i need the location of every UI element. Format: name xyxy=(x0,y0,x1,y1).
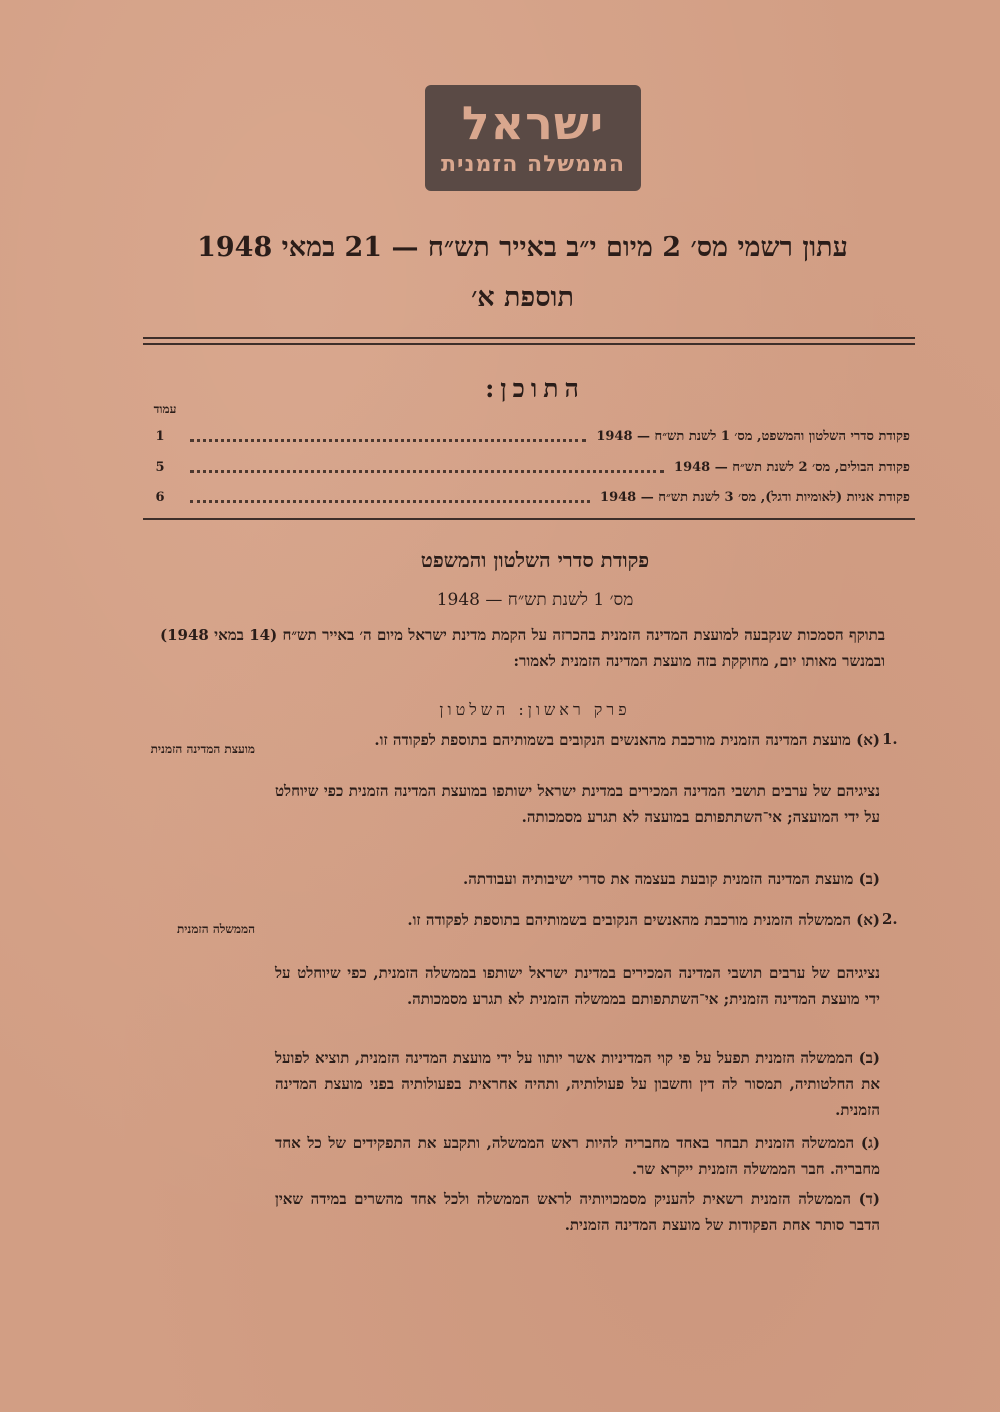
clause: (ד) הממשלה הזמנית רשאית להעניק מסמכויותיה לראש הממשלה ולכל אחד מהשרים במידה שאין הדבר סותר אחת הפקודות של מועצת המדינה הזמנית. xyxy=(275,1190,880,1234)
toc-leader-dots xyxy=(190,431,586,442)
gazette-supplement: תוספת א׳ xyxy=(471,282,574,313)
toc-page-column-header: עמוד xyxy=(153,402,177,416)
clause: (ב) מועצת המדינה הזמנית קובעת בעצמה את סדרי ישיבותיה ועבודתה. xyxy=(462,870,880,888)
logo-title: ישראל xyxy=(461,95,605,150)
margin-note: הממשלה הזמנית xyxy=(176,922,255,936)
ordinance-number: מס׳ 1 לשנת תש״ח — 1948 xyxy=(436,590,634,610)
ordinance-title: פקודת סדרי השלטון והמשפט xyxy=(420,548,650,572)
toc-item-label: פקודת סדרי השלטון והמשפט, מס׳ 1 לשנת תש״ח — 1948 xyxy=(596,429,910,444)
toc-item[interactable] xyxy=(140,425,910,447)
divider-rule xyxy=(143,343,915,345)
clause: (ב) הממשלה הזמנית תפעל על פי קוי המדיניות אשר יותוו על ידי מועצת המדינה הזמנית, תוציא לפועל את החלטותיה, תמסור לה דין וחשבון על פעולותיה, ותהיה אחראית בפעולותיה בפני מועצת המדינה הזמנית. xyxy=(275,1049,880,1119)
preamble: בתוקף הסמכות שנקבעה למועצת המדינה הזמנית בהכרזה על הקמת מדינת ישראל מיום ה׳ באייר תש״ח (14 במאי 1948) ובמנשר מאותו יום, מחוקקת בזה מועצת המדינה הזמנית לאמור: xyxy=(160,626,885,670)
israel-provisional-government-logo xyxy=(425,85,641,191)
toc-item[interactable] xyxy=(140,486,910,508)
toc-item-page: 5 xyxy=(155,459,165,475)
toc-item-page: 6 xyxy=(155,489,165,505)
clause: נציגיהם של ערבים תושבי המדינה המכירים במדינת ישראל ישותפו במועצת המדינה הזמנית כפי שיוחלט על ידי המועצה; אי־השתתפותם במועצה לא תגרע מסמכותה. xyxy=(275,782,880,826)
clause: נציגיהם של ערבים תושבי המדינה המכירים במדינת ישראל ישותפו בממשלה הזמנית, כפי שיוחלט על ידי מועצת המדינה הזמנית; אי־השתתפותם בממשלה הזמנית לא תגרע מסמכותה. xyxy=(275,964,880,1008)
margin-note: מועצת המדינה הזמנית xyxy=(150,742,255,756)
divider-rule xyxy=(143,518,915,520)
toc-item[interactable] xyxy=(140,456,910,478)
clause: (א) הממשלה הזמנית מורכבת מהאנשים הנקובים בשמותיהם בתוספת לפקודה זו. xyxy=(407,911,880,929)
toc-leader-dots xyxy=(190,462,664,473)
chapter-heading: פרק ראשון: השלטון xyxy=(439,700,631,719)
toc-item-label: פקודת הבולים, מס׳ 2 לשנת תש״ח — 1948 xyxy=(674,460,910,475)
gazette-title: עתון רשמי מס׳ 2 מיום י״ב באייר תש״ח — 21 במאי 1948 xyxy=(197,232,848,263)
toc-leader-dots xyxy=(190,492,590,503)
logo-subtitle: הממשלה הזמנית xyxy=(440,151,626,177)
toc-item-label: פקודת אניות (לאומיות ודגל), מס׳ 3 לשנת תש״ח — 1948 xyxy=(600,490,910,505)
divider-rule xyxy=(143,337,915,339)
clause: (א) מועצת המדינה הזמנית מורכבת מהאנשים הנקובים בשמותיהם בתוספת לפקודה זו. xyxy=(374,731,880,749)
clause: (ג) הממשלה הזמנית תבחר באחד מחבריה להיות ראש הממשלה, ותקבע את התפקידים של כל אחד מחבריה. חבר הממשלה הזמנית ייקרא שר. xyxy=(275,1134,880,1178)
section-number: 1. xyxy=(882,730,898,748)
section-number: 2. xyxy=(882,910,898,928)
toc-title: התוכן: xyxy=(485,374,585,403)
toc-item-page: 1 xyxy=(155,428,165,444)
